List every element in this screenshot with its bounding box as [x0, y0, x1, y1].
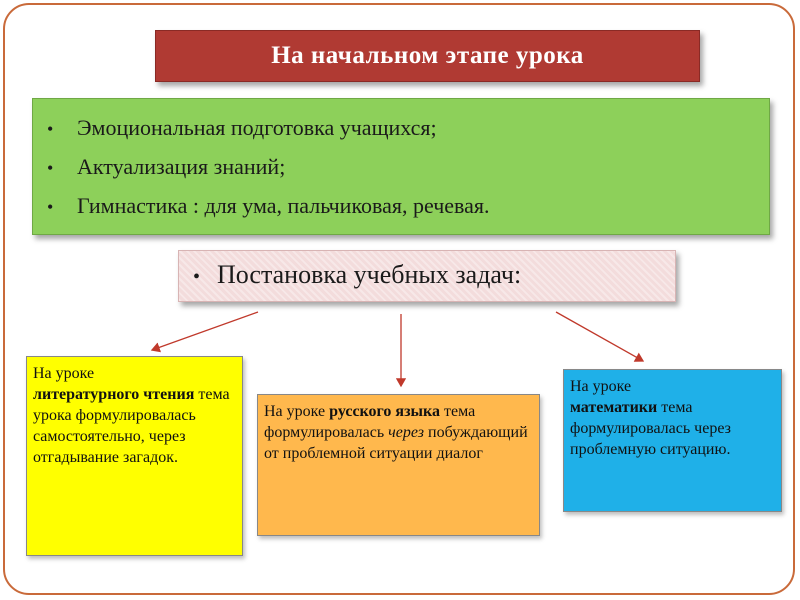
russian-middle: тема формулировалась [264, 403, 476, 441]
list-item-text: Актуализация знаний; [77, 154, 286, 179]
russian-prefix: На уроке [264, 403, 330, 420]
literature-box [26, 356, 243, 556]
bullet-icon: • [47, 197, 54, 217]
russian-italic: через [388, 424, 425, 441]
tasks-text: Постановка учебных задач: [217, 260, 522, 289]
slide-title-text: На начальном этапе урока [271, 42, 584, 69]
literature-text: тема урока формулировалась самостоятельно, через отгадывание загадок. [33, 386, 230, 466]
literature-subject: литературного чтения [33, 386, 195, 403]
russian-text: побуждающий от проблемной ситуации диалог [264, 424, 528, 462]
russian-subject: русского языка [329, 403, 440, 420]
green-list-box [32, 98, 770, 235]
russian-box [257, 394, 540, 536]
literature-line1: На уроке [33, 365, 95, 382]
bullet-icon: • [47, 119, 54, 139]
bullet-icon: • [193, 266, 201, 288]
math-box [563, 369, 782, 512]
list-item [47, 109, 755, 148]
list-item-text: Гимнастика : для ума, пальчиковая, речевая. [77, 193, 490, 218]
math-line1: На уроке [570, 378, 632, 395]
math-subject: математики [570, 399, 658, 416]
slide-title [155, 30, 700, 82]
tasks-box [178, 250, 676, 302]
list-item-text: Эмоциональная подготовка учащихся; [77, 115, 437, 140]
math-text: тема формулировалась через проблемную ситуацию. [570, 399, 731, 458]
list-item [47, 187, 755, 226]
list-item [47, 148, 755, 187]
bullet-icon: • [47, 158, 54, 178]
list-item [193, 260, 521, 292]
